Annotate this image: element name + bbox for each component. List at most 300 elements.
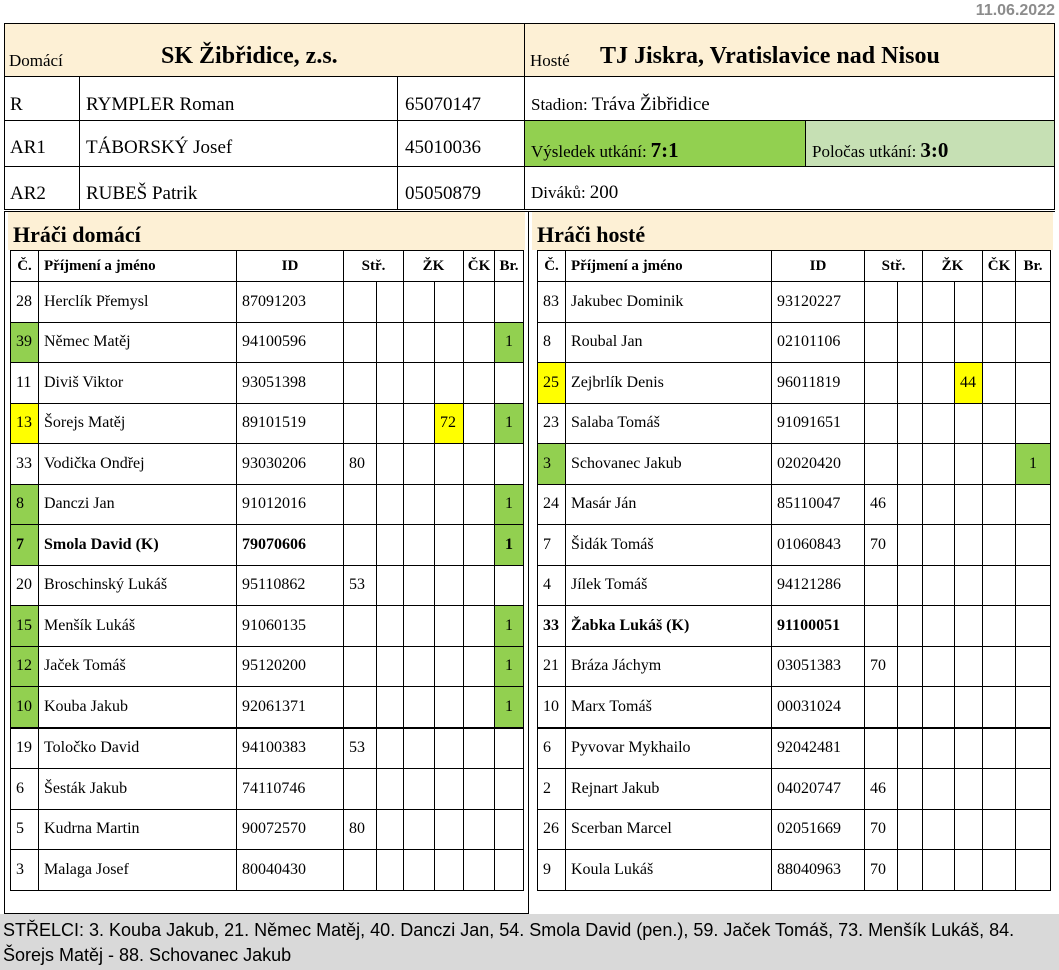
goal-extra — [898, 565, 923, 606]
official-role: AR2 — [10, 183, 46, 204]
player-number: 7 — [538, 525, 566, 566]
goal-minute — [344, 769, 377, 810]
official-id: 05050879 — [405, 183, 481, 204]
away-label: Hosté — [530, 51, 570, 70]
goal-extra — [898, 850, 923, 891]
goal-minute: 80 — [344, 444, 377, 485]
halftime-cell — [806, 121, 1054, 167]
player-id: 93030206 — [237, 444, 344, 485]
player-name: Němec Matěj — [39, 322, 237, 363]
red-card-minute — [464, 322, 495, 363]
player-name: Žabka Lukáš (K) — [566, 606, 772, 647]
player-name: Scerban Marcel — [566, 809, 772, 850]
goal-minute: 53 — [344, 565, 377, 606]
player-id: 94100383 — [237, 728, 344, 769]
goal-minute — [865, 687, 898, 728]
goals-count — [1016, 850, 1051, 891]
yellow-card-minute — [955, 484, 983, 525]
goals-count — [1016, 728, 1051, 769]
player-name: Herclík Přemysl — [39, 282, 237, 323]
goal-minute — [344, 363, 377, 404]
table-row — [11, 687, 524, 728]
official-id-cell — [398, 167, 525, 209]
table-row — [538, 646, 1051, 687]
player-name: Marx Tomáš — [566, 687, 772, 728]
red-card-minute — [983, 403, 1016, 444]
col-ck: ČK — [464, 251, 495, 282]
stadium-value: Tráva Žibřidice — [591, 94, 710, 115]
home-players-body — [11, 282, 524, 891]
goal-extra — [898, 769, 923, 810]
player-number: 19 — [11, 728, 39, 769]
goal-extra — [377, 646, 404, 687]
yellow-card-spacer — [404, 728, 435, 769]
goals-count — [495, 444, 524, 485]
player-name: Kouba Jakub — [39, 687, 237, 728]
yellow-card-spacer — [404, 687, 435, 728]
official-id: 45010036 — [405, 137, 481, 158]
table-row — [538, 525, 1051, 566]
goals-count — [1016, 646, 1051, 687]
player-id: 91060135 — [237, 606, 344, 647]
table-row — [11, 363, 524, 404]
goals-count: 1 — [495, 606, 524, 647]
away-players-title: Hráči hosté — [532, 212, 1053, 250]
player-number: 8 — [11, 484, 39, 525]
spectators-line — [531, 182, 618, 204]
yellow-card-spacer — [923, 444, 955, 485]
goal-extra — [377, 565, 404, 606]
table-row — [538, 322, 1051, 363]
official-id-cell — [398, 121, 525, 167]
red-card-minute — [983, 282, 1016, 323]
player-id: 85110047 — [772, 484, 865, 525]
table-header-row — [11, 251, 524, 282]
official-id: 65070147 — [405, 94, 481, 115]
table-row — [538, 403, 1051, 444]
table-row — [538, 363, 1051, 404]
yellow-card-spacer — [923, 769, 955, 810]
goal-minute — [865, 322, 898, 363]
player-id: 91100051 — [772, 606, 865, 647]
red-card-minute — [464, 728, 495, 769]
yellow-card-minute — [955, 282, 983, 323]
goal-extra — [898, 606, 923, 647]
player-name: Malaga Josef — [39, 850, 237, 891]
player-number: 10 — [538, 687, 566, 728]
goals-count: 1 — [495, 403, 524, 444]
red-card-minute — [464, 850, 495, 891]
goals-count: 1 — [495, 525, 524, 566]
official-name: TÁBORSKÝ Josef — [86, 137, 233, 158]
goals-count — [1016, 687, 1051, 728]
yellow-card-spacer — [404, 282, 435, 323]
result-label: Výsledek utkání: — [531, 142, 647, 161]
player-number: 9 — [538, 850, 566, 891]
red-card-minute — [983, 322, 1016, 363]
goal-minute — [865, 728, 898, 769]
table-row — [538, 565, 1051, 606]
yellow-card-spacer — [404, 484, 435, 525]
goal-minute — [344, 282, 377, 323]
yellow-card-spacer — [404, 565, 435, 606]
player-id: 93051398 — [237, 363, 344, 404]
yellow-card-minute — [955, 769, 983, 810]
yellow-card-minute — [435, 809, 464, 850]
table-row — [11, 403, 524, 444]
red-card-minute — [983, 687, 1016, 728]
player-id: 01060843 — [772, 525, 865, 566]
player-name: Kudrna Martin — [39, 809, 237, 850]
table-row — [11, 850, 524, 891]
red-card-minute — [464, 769, 495, 810]
yellow-card-spacer — [923, 282, 955, 323]
spectators-cell — [525, 167, 1054, 209]
yellow-card-spacer — [923, 363, 955, 404]
goals-count — [495, 769, 524, 810]
goals-count — [1016, 565, 1051, 606]
goal-minute — [344, 606, 377, 647]
goals-count — [495, 850, 524, 891]
stadium-cell — [525, 77, 1054, 121]
col-zk: ŽK — [923, 251, 983, 282]
col-name: Příjmení a jméno — [566, 251, 772, 282]
goals-count — [1016, 809, 1051, 850]
player-number: 6 — [538, 728, 566, 769]
red-card-minute — [464, 606, 495, 647]
scorers-bar: STŘELCI: 3. Kouba Jakub, 21. Němec Matěj, 40. Danczi Jan, 54. Smola David (pen.), 59. Jaček Tomáš, 73. Menšík Lukáš, 84. Šorejs Matěj - 88. Schovanec Jakub — [0, 914, 1059, 970]
goal-extra — [377, 809, 404, 850]
table-row — [11, 322, 524, 363]
yellow-card-minute — [955, 687, 983, 728]
table-row — [11, 484, 524, 525]
red-card-minute — [983, 850, 1016, 891]
goal-minute — [865, 565, 898, 606]
table-row — [11, 646, 524, 687]
table-header-row — [538, 251, 1051, 282]
goal-extra — [377, 484, 404, 525]
official-name: RYMPLER Roman — [86, 94, 235, 115]
goal-extra — [377, 728, 404, 769]
goals-count — [495, 282, 524, 323]
col-ck: ČK — [983, 251, 1016, 282]
yellow-card-minute — [955, 565, 983, 606]
col-id: ID — [772, 251, 865, 282]
player-name: Jakubec Dominik — [566, 282, 772, 323]
result-value: 7:1 — [650, 138, 679, 162]
yellow-card-spacer — [923, 484, 955, 525]
yellow-card-minute — [955, 728, 983, 769]
table-row — [11, 565, 524, 606]
player-name: Bráza Jáchym — [566, 646, 772, 687]
player-name: Schovanec Jakub — [566, 444, 772, 485]
goal-minute — [344, 850, 377, 891]
goal-extra — [898, 728, 923, 769]
red-card-minute — [983, 769, 1016, 810]
yellow-card-spacer — [404, 769, 435, 810]
yellow-card-minute — [955, 850, 983, 891]
red-card-minute — [983, 444, 1016, 485]
player-number: 23 — [538, 403, 566, 444]
col-br: Br. — [1016, 251, 1051, 282]
yellow-card-minute — [955, 322, 983, 363]
goal-minute: 70 — [865, 850, 898, 891]
player-name: Šorejs Matěj — [39, 403, 237, 444]
goal-extra — [898, 363, 923, 404]
player-name: Smola David (K) — [39, 525, 237, 566]
player-id: 91012016 — [237, 484, 344, 525]
yellow-card-spacer — [923, 606, 955, 647]
goals-count — [1016, 484, 1051, 525]
goals-count — [495, 728, 524, 769]
player-id: 03051383 — [772, 646, 865, 687]
goals-count — [495, 809, 524, 850]
goal-extra — [377, 606, 404, 647]
yellow-card-minute — [955, 646, 983, 687]
goal-extra — [377, 687, 404, 728]
player-number: 33 — [11, 444, 39, 485]
table-row — [11, 525, 524, 566]
goal-minute — [344, 403, 377, 444]
player-id: 02020420 — [772, 444, 865, 485]
yellow-card-minute — [435, 565, 464, 606]
col-br: Br. — [495, 251, 524, 282]
goal-extra — [898, 322, 923, 363]
official-role: AR1 — [10, 137, 46, 158]
yellow-card-spacer — [404, 646, 435, 687]
spectators-value: 200 — [589, 182, 619, 203]
home-label: Domácí — [9, 51, 63, 70]
yellow-card-minute — [435, 728, 464, 769]
player-name: Rejnart Jakub — [566, 769, 772, 810]
table-row — [538, 850, 1051, 891]
player-number: 11 — [11, 363, 39, 404]
player-number: 7 — [11, 525, 39, 566]
away-team-name: TJ Jiskra, Vratislavice nad Nisou — [600, 43, 940, 69]
yellow-card-minute — [435, 282, 464, 323]
goal-minute: 70 — [865, 646, 898, 687]
goal-extra — [377, 769, 404, 810]
result-line — [531, 138, 679, 163]
red-card-minute — [464, 444, 495, 485]
yellow-card-spacer — [404, 403, 435, 444]
goals-count — [1016, 403, 1051, 444]
goals-count — [1016, 322, 1051, 363]
player-number: 26 — [538, 809, 566, 850]
yellow-card-spacer — [404, 809, 435, 850]
goal-extra — [898, 282, 923, 323]
yellow-card-spacer — [404, 606, 435, 647]
official-name-cell — [80, 167, 398, 209]
away-players-body — [538, 282, 1051, 891]
player-id: 94121286 — [772, 565, 865, 606]
goal-extra — [898, 403, 923, 444]
player-name: Jaček Tomáš — [39, 646, 237, 687]
player-name: Danczi Jan — [39, 484, 237, 525]
table-row — [11, 444, 524, 485]
goal-extra — [898, 484, 923, 525]
player-number: 3 — [11, 850, 39, 891]
official-role: R — [10, 94, 23, 115]
goal-extra — [377, 322, 404, 363]
player-name: Pyvovar Mykhailo — [566, 728, 772, 769]
yellow-card-spacer — [404, 363, 435, 404]
away-players-table — [537, 250, 1051, 891]
official-id-cell — [398, 77, 525, 121]
home-players-title: Hráči domácí — [8, 212, 525, 250]
goals-count — [1016, 606, 1051, 647]
yellow-card-minute — [955, 809, 983, 850]
player-id: 79070606 — [237, 525, 344, 566]
yellow-card-spacer — [923, 687, 955, 728]
halftime-line — [812, 138, 948, 163]
goal-extra — [377, 444, 404, 485]
player-id: 80040430 — [237, 850, 344, 891]
yellow-card-minute — [435, 687, 464, 728]
goal-extra — [377, 363, 404, 404]
yellow-card-minute — [435, 322, 464, 363]
yellow-card-minute — [955, 525, 983, 566]
halftime-value: 3:0 — [920, 138, 949, 162]
goals-count — [1016, 769, 1051, 810]
stadium-line — [531, 94, 710, 116]
match-date: 11.06.2022 — [975, 2, 1055, 19]
yellow-card-minute — [955, 444, 983, 485]
goal-extra — [898, 444, 923, 485]
yellow-card-minute — [435, 850, 464, 891]
goal-minute — [344, 484, 377, 525]
player-number: 39 — [11, 322, 39, 363]
goal-minute — [865, 444, 898, 485]
match-header — [4, 23, 1055, 210]
official-name-cell — [80, 121, 398, 167]
red-card-minute — [464, 484, 495, 525]
player-number: 10 — [11, 687, 39, 728]
player-id: 92042481 — [772, 728, 865, 769]
goal-extra — [898, 687, 923, 728]
red-card-minute — [983, 646, 1016, 687]
player-name: Šesták Jakub — [39, 769, 237, 810]
goal-minute — [344, 646, 377, 687]
goal-minute: 80 — [344, 809, 377, 850]
away-team-cell — [525, 24, 1054, 77]
goal-minute: 53 — [344, 728, 377, 769]
goal-minute — [344, 525, 377, 566]
player-number: 2 — [538, 769, 566, 810]
player-name: Menšík Lukáš — [39, 606, 237, 647]
yellow-card-minute — [435, 525, 464, 566]
player-name: Salaba Tomáš — [566, 403, 772, 444]
table-row — [538, 687, 1051, 728]
goals-count: 1 — [495, 484, 524, 525]
goal-minute: 46 — [865, 484, 898, 525]
table-row — [11, 728, 524, 769]
table-row — [538, 606, 1051, 647]
goal-minute — [865, 363, 898, 404]
player-name: Šidák Tomáš — [566, 525, 772, 566]
table-row — [538, 282, 1051, 323]
player-number: 83 — [538, 282, 566, 323]
player-number: 4 — [538, 565, 566, 606]
player-number: 6 — [11, 769, 39, 810]
official-role-cell — [5, 77, 80, 121]
player-id: 02101106 — [772, 322, 865, 363]
player-id: 74110746 — [237, 769, 344, 810]
yellow-card-minute — [435, 363, 464, 404]
yellow-card-spacer — [404, 850, 435, 891]
col-str: Stř. — [344, 251, 404, 282]
yellow-card-spacer — [404, 322, 435, 363]
official-name: RUBEŠ Patrik — [86, 183, 198, 204]
player-id: 95120200 — [237, 646, 344, 687]
player-number: 25 — [538, 363, 566, 404]
col-zk: ŽK — [404, 251, 464, 282]
home-players-table — [10, 250, 524, 891]
red-card-minute — [983, 728, 1016, 769]
table-row — [538, 728, 1051, 769]
spectators-label: Diváků: — [531, 183, 586, 202]
goals-count — [495, 363, 524, 404]
player-number: 21 — [538, 646, 566, 687]
red-card-minute — [464, 403, 495, 444]
yellow-card-spacer — [923, 850, 955, 891]
goal-minute — [865, 282, 898, 323]
yellow-card-spacer — [923, 809, 955, 850]
col-no: Č. — [538, 251, 566, 282]
yellow-card-minute — [955, 606, 983, 647]
yellow-card-minute — [435, 646, 464, 687]
yellow-card-minute — [435, 769, 464, 810]
player-id: 94100596 — [237, 322, 344, 363]
red-card-minute — [464, 565, 495, 606]
player-id: 93120227 — [772, 282, 865, 323]
yellow-card-spacer — [923, 525, 955, 566]
goals-count: 1 — [1016, 444, 1051, 485]
player-number: 5 — [11, 809, 39, 850]
goal-extra — [377, 525, 404, 566]
yellow-card-minute — [435, 484, 464, 525]
goal-extra — [377, 282, 404, 323]
goal-extra — [377, 403, 404, 444]
red-card-minute — [983, 484, 1016, 525]
table-row — [538, 809, 1051, 850]
goals-count: 1 — [495, 646, 524, 687]
home-players-panel — [4, 211, 529, 914]
player-number: 8 — [538, 322, 566, 363]
col-no: Č. — [11, 251, 39, 282]
player-number: 12 — [11, 646, 39, 687]
red-card-minute — [983, 525, 1016, 566]
player-id: 95110862 — [237, 565, 344, 606]
red-card-minute — [464, 363, 495, 404]
player-name: Masár Ján — [566, 484, 772, 525]
player-id: 04020747 — [772, 769, 865, 810]
yellow-card-spacer — [404, 444, 435, 485]
player-name: Toločko David — [39, 728, 237, 769]
red-card-minute — [983, 809, 1016, 850]
goal-minute — [344, 322, 377, 363]
table-row — [11, 769, 524, 810]
goals-count: 1 — [495, 322, 524, 363]
player-number: 33 — [538, 606, 566, 647]
player-name: Vodička Ondřej — [39, 444, 237, 485]
goals-count — [1016, 525, 1051, 566]
yellow-card-minute: 72 — [435, 403, 464, 444]
player-id: 92061371 — [237, 687, 344, 728]
red-card-minute — [464, 809, 495, 850]
goal-minute — [865, 403, 898, 444]
yellow-card-spacer — [923, 646, 955, 687]
